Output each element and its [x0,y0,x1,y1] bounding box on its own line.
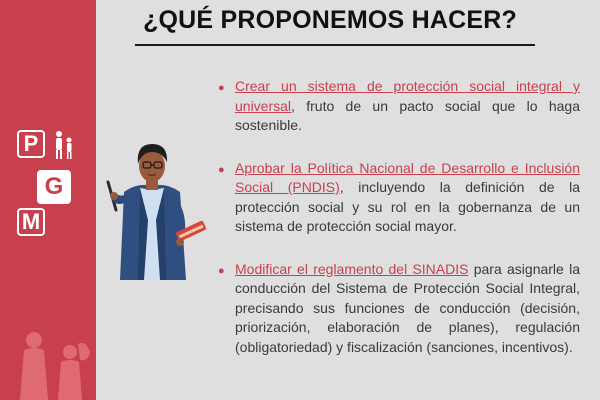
proposal-text: , incluyendo la definición de la protección social y su rol en la gobernanza de un sistema de protección social mayor. [235,179,580,234]
bullet-dot-icon: ● [218,163,225,176]
logo-letter-m: M [17,208,45,236]
bullet-dot-icon: ● [218,264,225,277]
logo-letter-g: G [37,170,71,204]
logo-letter-p: P [17,130,45,158]
proposal-highlight: Aprobar la Política Nacional de Desarrollo e Inclusión Social (PNDIS) [235,159,580,195]
proposal-item [218,260,580,358]
logo-figures-icon [51,130,77,160]
proposal-highlight: Modificar el reglamento del SINADIS [235,260,469,277]
proposal-text: , fruto de un pacto social que lo haga sostenible. [235,97,580,133]
bullet-dot-icon: ● [218,82,225,94]
page-title: ¿QUÉ PROPONEMOS HACER? [143,6,517,34]
proposal-list [218,77,580,380]
proposal-highlight: Crear un sistema de protección social integral y universal [235,78,580,114]
proposal-item [218,159,580,237]
people-silhouette-icon [8,322,108,400]
pgm-logo [17,130,87,242]
title-underline [135,44,535,46]
teacher-illustration-icon [90,130,230,300]
proposal-text: para asignarle la conducción del Sistema de Protección Social Integral, precisando sus funciones de conducción (decisión, priorización, elaboración de planes), regulación (obligatoriedad) y fiscalización (sanciones, incentivos). [235,260,580,355]
proposal-item [218,77,580,136]
